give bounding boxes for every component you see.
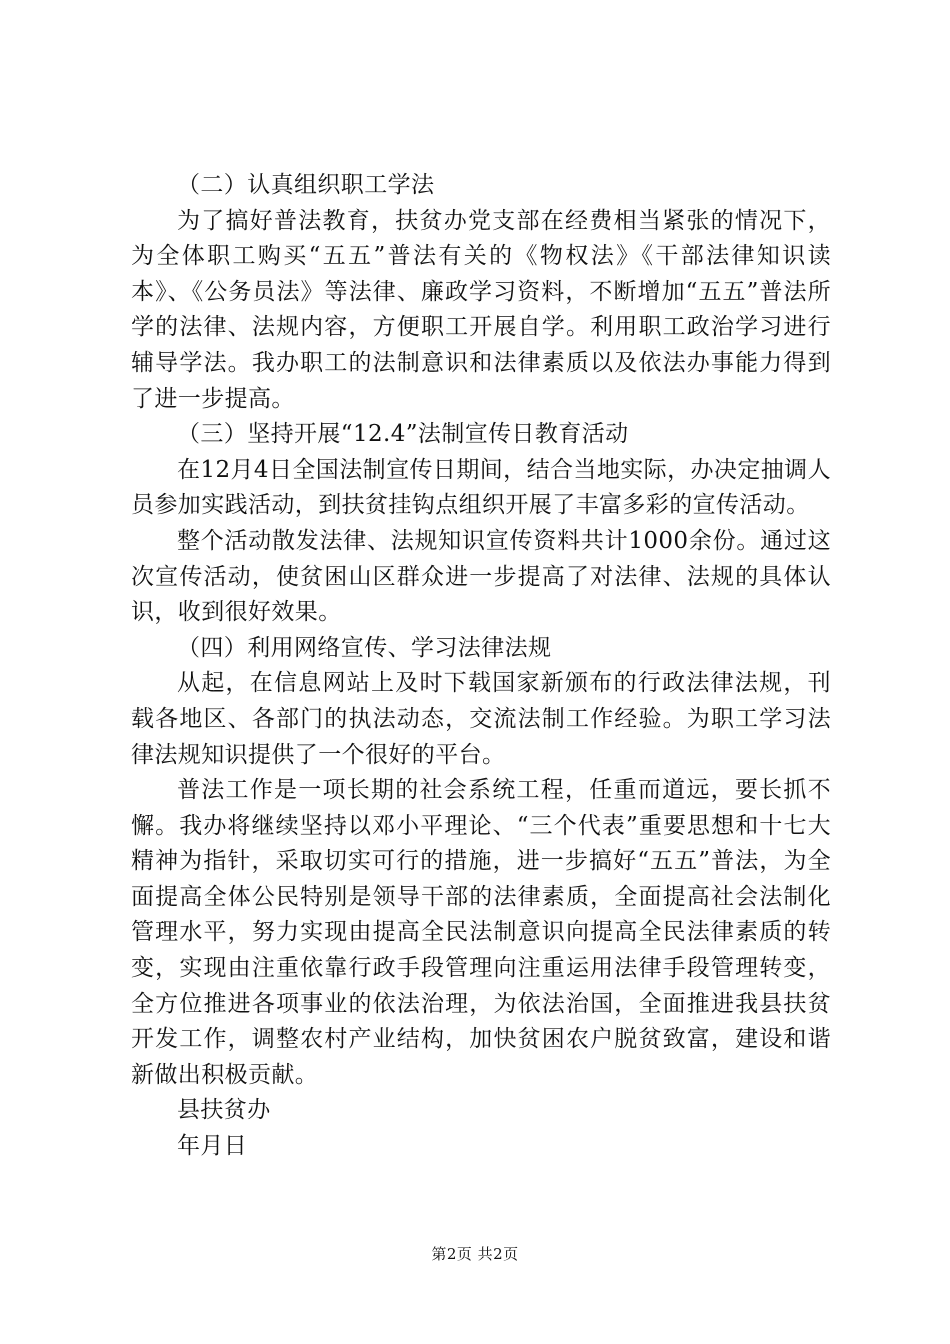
section-heading-4: （四）利用网络宣传、学习法律法规 [177, 634, 552, 661]
signature-date: 年月日 [177, 1133, 248, 1160]
section-heading-3: （三）坚持开展“12.4”法制宣传日教育活动 [177, 421, 629, 448]
body-paragraph: 整个活动散发法律、法规知识宣传资料共计1000余份。通过这次宣传活动，使贫困山区群众进一步提高了对法律、法规的具体认识，收到很好效果。 [131, 527, 831, 626]
body-paragraph: 从起，在信息网站上及时下载国家新颁布的行政法律法规，刊载各地区、各部门的执法动态，交流法制工作经验。为职工学习法律法规知识提供了一个很好的平台。 [131, 670, 831, 768]
body-paragraph: 为了搞好普法教育，扶贫办党支部在经费相当紧张的情况下，为全体职工购买“五五”普法有关的《物权法》《干部法律知识读本》、《公务员法》等法律、廉政学习资料，不断增加“五五”普法所学的法律、法规内容，方便职工开展自学。利用职工政治学习进行辅导学法。我办职工的法制意识和法律素质以及依法办事能力得到了进一步提高。 [131, 207, 831, 412]
document-body [131, 168, 831, 1165]
signature-org: 县扶贫办 [177, 1097, 271, 1124]
section-heading-2: （二）认真组织职工学法 [177, 172, 435, 198]
body-paragraph: 普法工作是一项长期的社会系统工程，任重而道远，要长抓不懈。我办将继续坚持以邓小平理论、“三个代表”重要思想和十七大精神为指针，采取切实可行的措施，进一步搞好“五五”普法，为全面提高全体公民特别是领导干部的法律素质，全面提高社会法制化管理水平，努力实现由提高全民法制意识向提高全民法律素质的转变，实现由注重依靠行政手段管理向注重运用法律手段管理转变，全方位推进各项事业的依法治理，为依法治国，全面推进我县扶贫开发工作，调整农村产业结构，加快贫困农户脱贫致富，建设和谐新做出积极贡献。 [131, 777, 831, 1088]
body-paragraph: 在12月4日全国法制宣传日期间，结合当地实际，办决定抽调人员参加实践活动，到扶贫挂钩点组织开展了丰富多彩的宣传活动。 [131, 456, 831, 519]
page-number-footer: 第2页 共2页 [431, 1245, 519, 1263]
